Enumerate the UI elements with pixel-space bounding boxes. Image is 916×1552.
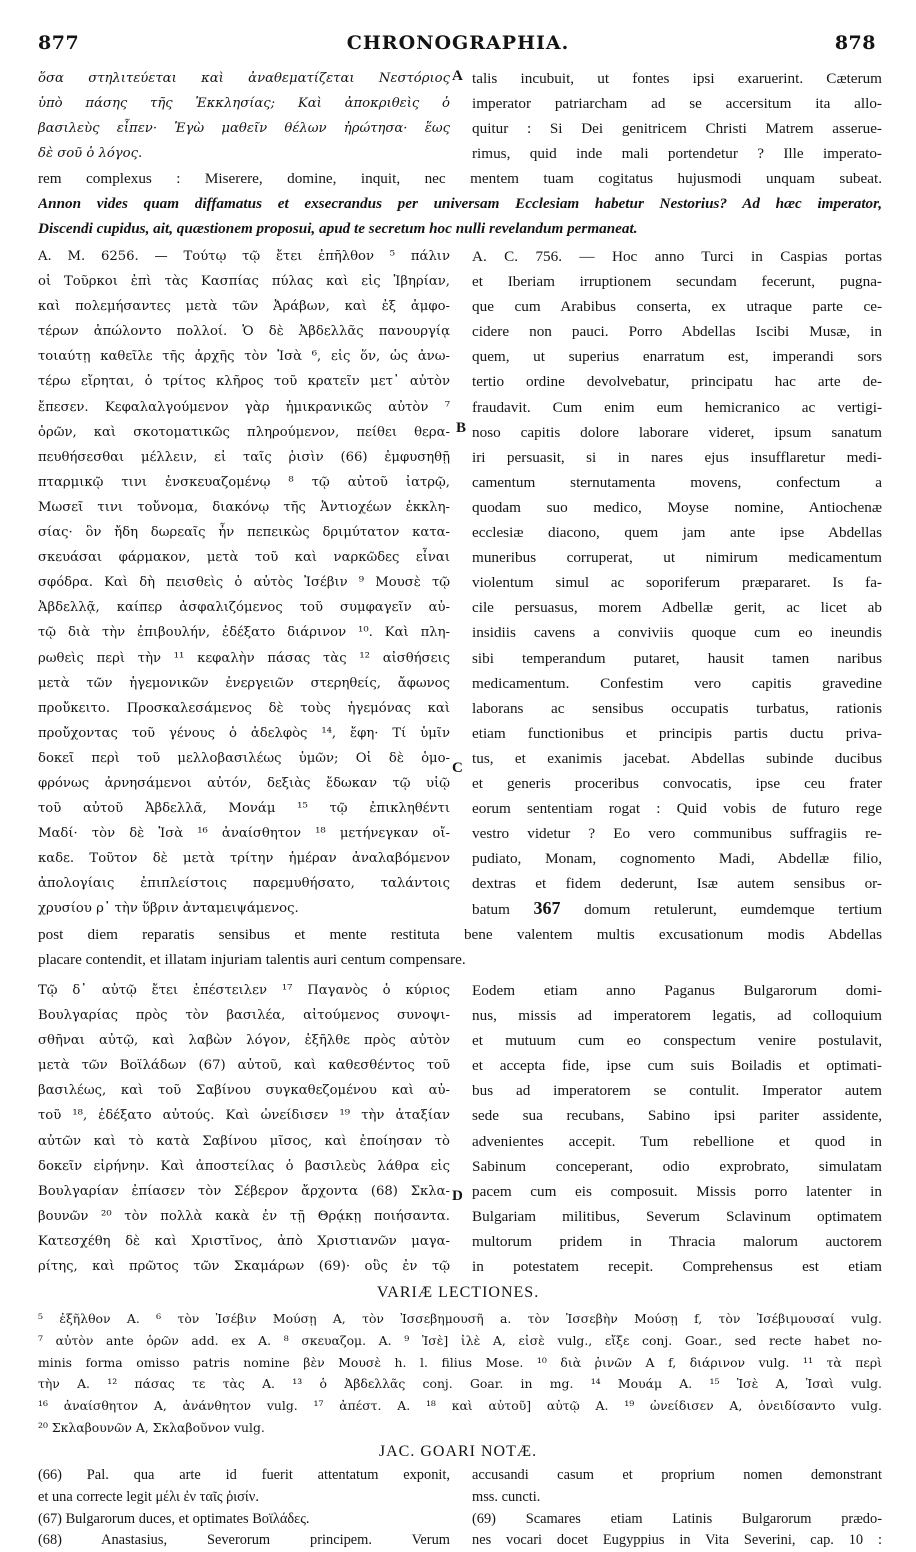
goari-notes-left xyxy=(38,1465,450,1552)
text-line: καδε. Τοῦτον δὲ μετὰ τρίτην ἡμέραν ἀναλαβόμενον xyxy=(38,851,450,867)
greek-column-main xyxy=(38,244,450,922)
variae-lectiones-heading: VARIÆ LECTIONES. xyxy=(376,1284,540,1301)
text-line: ὁρῶν, καὶ σκοτοματικῶς πληρούμενον, πείθει θερα- xyxy=(38,424,450,440)
text-line: talis incubuit, ut fontes ipsi exaruerint. Cæterum xyxy=(472,70,882,87)
text-line: tertio ordine devolvebatur, principatu hac arte de- xyxy=(472,373,882,391)
note-line: τὴν A. ¹² πάσας τε τὰς A. ¹³ ὁ Ἀβδελλᾶς conj. Goar. in mg. ¹⁴ Μουάμ A. ¹⁵ Ἰσὲ A, Ἰσαὶ vulg. xyxy=(38,1376,882,1392)
text-line: Annon vides quam diffamatus et exsecrandus per universam Ecclesiam habetur Nestorius? Ad hæc imperator, xyxy=(38,195,882,213)
text-line: eorum sententiam rogat : Quid vobis de futuro rege xyxy=(472,800,882,818)
text-line: rem complexus : Miserere, domine, inquit, nec mentem tuam cogitatus hujusmodi unquam subeat. xyxy=(38,170,882,187)
greek-column-second xyxy=(38,978,450,1279)
text-line: advenientes accepit. Tum rebellione et quod in xyxy=(472,1132,882,1150)
text-line: ὅσα στηλιτεύεται καὶ ἀναθεματίζεται Νεστόριος xyxy=(38,71,450,86)
text-line: violentum simul ac soporiferum præpararet. Is fa- xyxy=(472,574,882,592)
note-line: minis forma omisso patris nomine βὲν Μουσὲ h. l. filius Mose. ¹⁰ διὰ ῥινῶν A f, διάρινον vulg. ¹¹ τὰ περὶ xyxy=(38,1354,882,1370)
text-line: τοῦ αὐτοῦ Ἀβδελλᾶ, Μονάμ ¹⁵ τῷ ἐπικληθέντι xyxy=(38,801,450,817)
goari-notae-heading: JAC. GOARI NOTÆ. xyxy=(378,1443,538,1460)
text-line: laborans ac sensibus occupatis turbatus, rationis xyxy=(472,699,882,717)
text-line: et Iberiam irruptionem secundam fecerunt, pugna- xyxy=(472,273,882,291)
latin-column-main xyxy=(472,244,882,922)
text-line: αὐτῶν καὶ τὸ κατὰ Σαβίνου μῖσος, καὶ ἐποίησαν τὸ xyxy=(38,1133,450,1149)
page-number-right: 878 xyxy=(834,32,876,54)
text-line: imperator patriarcham ad se accersitum ita allo- xyxy=(472,95,882,113)
column-number: 367 xyxy=(533,898,561,919)
text-line: sibi temperandum putaret, hausit tamen naribus xyxy=(472,649,882,667)
text-line: βασιλεὺς εἶπεν· Ἐγὼ μαθεῖν θέλων ἠρώτησα· ἕως xyxy=(38,121,450,137)
text-line: Μαδί· τὸν δὲ Ἰσὰ ¹⁶ ἀναίσθητον ¹⁸ μετήνεγκαν οἴ- xyxy=(38,826,450,842)
note-line: ¹⁶ ἀναίσθητον A, ἀνάνθητον vulg. ¹⁷ ἀπέστ. A. ¹⁸ καὶ αὐτοῦ] αὐτῷ A. ¹⁹ ὠνείδισεν A, ὀνειδίσαντο vulg. xyxy=(38,1398,882,1414)
text-line: προὔχοντας τοῦ γένους ὁ ἀδελφὸς ¹⁴, ἔφη· Τί ὑμῖν xyxy=(38,725,450,741)
text-line: tus, et exanimis jacebat. Abdellas subinde ducibus xyxy=(472,749,882,767)
variae-lectiones xyxy=(38,1308,882,1439)
text-line: τέρω εἴρηται, ὁ τρίτος κλῆρος τοῦ κρατεῖν μετ᾽ αὐτὸν xyxy=(38,374,450,390)
text-line: πταρμικῷ τινι ἐνσκευαζομένῳ ⁸ τῷ αὐτοῦ ἰατρῷ, xyxy=(38,474,450,490)
text-line: τέρων ἀπώλοντο πολλοί. Ὁ δὲ Ἀβδελλᾶς πανουργίᾳ xyxy=(38,324,450,340)
text-line: placare contendit, et illatam injuriam talentis auri centum compensare. xyxy=(38,951,466,969)
text-line: Βουλγαρίας πρὸς τὸν βασιλέα, αἰτούμενος συνοψι- xyxy=(38,1008,450,1024)
text-line: μετὰ τῶν Βοϊλάδων (67) αὐτοῦ, καὶ καθεσθέντος τοῦ xyxy=(38,1058,450,1074)
text-line: τοῦ ¹⁸, ἐδέξατο αὐτούς. Καὶ ὠνείδισεν ¹⁹ τὴν ἀταξίαν xyxy=(38,1108,450,1124)
text-line: rimus, quid inde mali portendetur ? Ille imperato- xyxy=(472,145,882,163)
margin-marker-b: B xyxy=(456,420,467,436)
text-line: nus, missis ad imperatorem legatis, ad colloquium xyxy=(472,1007,882,1025)
margin-marker-d: D xyxy=(452,1188,463,1204)
text-line: Eodem etiam anno Paganus Bulgarorum domi- xyxy=(472,982,882,999)
text-fragment: batum xyxy=(472,901,510,919)
note-line: et una correcte legit μέλι ἐν ταῖς ῥισίν. xyxy=(38,1488,259,1505)
text-line: Μωσεῖ τινι τοὔνομα, διακόνῳ τῆς Ἀντιοχέων ἐκκλη- xyxy=(38,499,450,515)
text-line: vestro videtur ? Eo vero communibus suffragiis re- xyxy=(472,825,882,843)
text-line: Ἀβδελλᾷ, καίπερ ἀσφαλιζόμενος τοῦ συμφαγεῖν αὐ- xyxy=(38,600,450,616)
text-line: quem, ut superius enarratum est, imperandi sors xyxy=(472,348,882,366)
text-line: τῷ διὰ τὴν ἐπιβουλήν, ἐδέξατο διάρινον ¹⁰. Καὶ πλη- xyxy=(38,625,450,641)
latin-column-second xyxy=(472,978,882,1279)
text-line: ἔπεσεν. Κεφαλαλγούμενον γὰρ ἡμικρανικῶς αὐτὸν ⁷ xyxy=(38,399,450,415)
text-line: cile persuasus, morem Adbellæ gerit, ac licet ab xyxy=(472,599,882,617)
text-line: πευθήσεσθαι μέλλειν, εἰ ταῖς ῥισὶν (66) ἐμφυσηθῇ xyxy=(38,449,450,465)
text-line: δοκεῖ περὶ τοῦ μελλοβασιλέως ὑμῶν; Οἱ δὲ ὁμο- xyxy=(38,750,450,766)
note-line: ⁷ αὐτὸν ante ὁρῶν add. ex A. ⁸ σκευαζομ. A. ⁹ Ἰσὲ] ἰλὲ A, εἰσὲ vulg., εἴξε conj. Goar., sed recte habet no- xyxy=(38,1332,882,1348)
text-line: et accepta fide, ipse cum suis Boiladis et optimati- xyxy=(472,1057,882,1075)
text-line: ὑπὸ πάσης τῆς Ἐκκλησίας; Καὶ ἀποκριθεὶς ὁ xyxy=(38,96,450,112)
text-line: σθῆναι αὐτῷ, καὶ λαβὼν λόγον, ἐξῆλθε πρὸς αὐτὸν xyxy=(38,1033,450,1049)
text-line: Sabinum conceperant, odio exprobrato, simulatam xyxy=(472,1157,882,1175)
goari-notes-right xyxy=(472,1465,882,1552)
text-line: καὶ πολεμήσαντες μετὰ τῶν Ἀράβων, καὶ ἐξ ἀμφο- xyxy=(38,299,450,315)
text-line: Τῷ δ᾽ αὐτῷ ἔτει ἐπέστειλεν ¹⁷ Παγανὸς ὁ κύριος xyxy=(38,983,450,998)
text-line: et mutuum cum eo conspectum venire postulavit, xyxy=(472,1032,882,1050)
text-line: ἀπολογίαις ἐπιπλείστοις παρεμυθήσατο, ταλάντοις xyxy=(38,876,450,892)
text-line: σκευάσαι φάρμακον, μετὰ τοῦ καὶ ναρκῶδες εἶναι xyxy=(38,550,450,566)
text-line: cidere non pauci. Porro Abdellas Iscibi Musæ, in xyxy=(472,323,882,341)
note-line: nes vocari docet Eugyppius in Vita Severini, cap. 10 : xyxy=(472,1532,882,1549)
text-line: bus ad imperatorem se contulit. Imperator autem xyxy=(472,1082,882,1100)
text-fragment: domum retulerunt, eumdemque tertium xyxy=(584,901,882,919)
text-line: σίας· ὃν ἤδη δωρεαῖς ἦν πεπεικὼς δριμύτατον κατα- xyxy=(38,525,450,541)
text-line: in potestatem recepit. Comprehensus est etiam xyxy=(472,1258,882,1276)
page-number-left: 877 xyxy=(38,32,80,54)
top-greek-fragment xyxy=(38,66,450,166)
note-line: (68) Anastasius, Severorum principem. Verum xyxy=(38,1532,450,1549)
running-head xyxy=(20,32,896,62)
note-line: (69) Scamares etiam Latinis Bulgarorum prædo- xyxy=(472,1510,882,1527)
text-line: camentum sternutamenta movens, confectum a xyxy=(472,473,882,491)
text-line: Bulgariam militibus, Severum Sclavinum optimatem xyxy=(472,1207,882,1225)
text-line: pudiato, Monam, cognomento Madi, Abdellæ filio, xyxy=(472,850,882,868)
text-line: quitur : Si Dei genitricem Christi Matrem asserue- xyxy=(472,120,882,138)
text-line: fraudavit. Cum enim eum hemicranico ac vertigi- xyxy=(472,398,882,416)
text-line: φρόνως ἀρνησάμενοι αὐτόν, δεξιὰς ἔδωκαν τῷ υἱῷ xyxy=(38,775,450,791)
text-line: pacem cum eis composuit. Missis porro latenter in xyxy=(472,1182,882,1200)
text-line: Βουλγαρίαν ἐπίασεν τὸν Σέβερον ἄρχοντα (68) Σκλα- xyxy=(38,1183,450,1199)
note-line: accusandi casum et proprium nomen demonstrant xyxy=(472,1467,882,1483)
text-line: et generis proceribus convocatis, ipse ceu frater xyxy=(472,774,882,792)
text-line: A. C. 756. — Hoc anno Turci in Caspias portas xyxy=(472,248,882,265)
text-line: noso capitis dolore laborare videret, ipsum sanatum xyxy=(472,423,882,441)
text-line: sede sua recubans, Sabino ipsi pariter assidente, xyxy=(472,1107,882,1125)
text-line: δοκεῖν εἰρήνην. Καὶ ἀποστείλας ὁ βασιλεὺς λάθρα εἰς xyxy=(38,1158,450,1174)
note-line: ²⁰ Σκλαβουνῶν A, Σκλαβοῦνον vulg. xyxy=(38,1419,265,1435)
text-line: que cum Arabibus conserta, ex utraque parte ce- xyxy=(472,298,882,316)
note-line: ⁵ ἐξῆλθον A. ⁶ τὸν Ἰσέβιν Μούσῃ A, τὸν Ἰσσεβημουσῆ a. τὸν Ἰσσεβὴν Μούσῃ f, τὸν Ἰσέβιμουσαί vulg. xyxy=(38,1311,882,1326)
text-line: iri persuasit, si in nares ejus insufflaretur medi- xyxy=(472,448,882,466)
margin-marker-a: A xyxy=(452,68,463,84)
text-line: χρυσίου ρ᾽ τὴν ὕβριν ἀνταμειψάμενος. xyxy=(38,901,299,917)
top-latin-fullwidth xyxy=(38,166,882,241)
text-line: δὲ σοῦ ὁ λόγος. xyxy=(38,146,143,162)
text-line: Discendi cupidus, ait, quæstionem proposui, apud te secretum hoc nulli revelandum permaneat. xyxy=(38,220,638,238)
note-line: mss. cuncti. xyxy=(472,1488,541,1505)
text-line: medicamentum. Confestim vero capitis gravedine xyxy=(472,674,882,692)
text-line: post diem reparatis sensibus et mente restituta bene valentem multis excusationum modis Abdellas xyxy=(38,926,882,943)
text-line: muneribus corruperat, ut nimirum medicamentum xyxy=(472,549,882,567)
text-line: etiam functionibus et principis partis ductu priva- xyxy=(472,724,882,742)
text-line: quodam suo medico, Moyse nomine, Antiochenæ xyxy=(472,498,882,516)
text-line: οἱ Τοῦρκοι ἐπὶ τὰς Κασπίας πύλας καὶ εἰς Ἰβηρίαν, xyxy=(38,274,450,290)
running-title: CHRONOGRAPHIA. xyxy=(346,32,570,54)
text-line: βουνῶν ²⁰ τὸν πολλὰ κακὰ ἐν τῇ Θρᾴκῃ ποιήσαντα. xyxy=(38,1208,450,1224)
margin-marker-c: C xyxy=(452,760,463,776)
text-line: ρίτης, καὶ πρῶτος τῶν Σκαμάρων (69)· οὓς ἐν τῷ xyxy=(38,1259,450,1275)
text-line: τοιαύτῃ καθεῖλε τῆς ἀρχῆς τὸν Ἰσὰ ⁶, εἰς ὅν, ὡς ἀνω- xyxy=(38,349,450,365)
text-line: dextras et fidem dederunt, Isæ autem sensibus or- xyxy=(472,875,882,893)
text-line: βασιλέως, καὶ τοῦ Σαβίνου συγκαθεζομένου καὶ αὐ- xyxy=(38,1083,450,1099)
latin-fullwidth-continuation xyxy=(38,922,882,972)
text-line: προὔκειτο. Προσκαλεσάμενος δὲ τοὺς ἡγεμόνας καὶ xyxy=(38,700,450,716)
text-line: σφόδρα. Καὶ δὴ πεισθεὶς ὁ αὐτὸς Ἰσέβιν ⁹ Μουσὲ τῷ xyxy=(38,575,450,591)
note-line: (67) Bulgarorum duces, et optimates Βοϊλάδες. xyxy=(38,1510,310,1527)
text-line: multorum pridem in Thracia malorum auctorem xyxy=(472,1232,882,1250)
text-line: μετὰ τῶν ἡγεμονικῶν ἐνεργειῶν στερηθείς, ἄφωνος xyxy=(38,675,450,691)
text-line: Κατεσχέθη δὲ καὶ Χριστῖνος, ἀπὸ Χριστιανῶν μαγα- xyxy=(38,1233,450,1249)
top-latin-fragment xyxy=(472,66,882,166)
text-line: A. M. 6256. — Τούτῳ τῷ ἔτει ἐπῆλθον ⁵ πάλιν xyxy=(38,249,450,264)
note-line: (66) Pal. qua arte id fuerit attentatum exponit, xyxy=(38,1467,450,1483)
text-line: ecclesiæ diacono, quem jam ante ipse Abdellas xyxy=(472,524,882,542)
text-line: ρωθεὶς περὶ τὴν ¹¹ κεφαλὴν πάσας τὰς ¹² αἰσθήσεις xyxy=(38,650,450,666)
text-line xyxy=(472,896,882,921)
text-line: insidiis cavens a conviviis quoque cum eo ineundis xyxy=(472,624,882,642)
